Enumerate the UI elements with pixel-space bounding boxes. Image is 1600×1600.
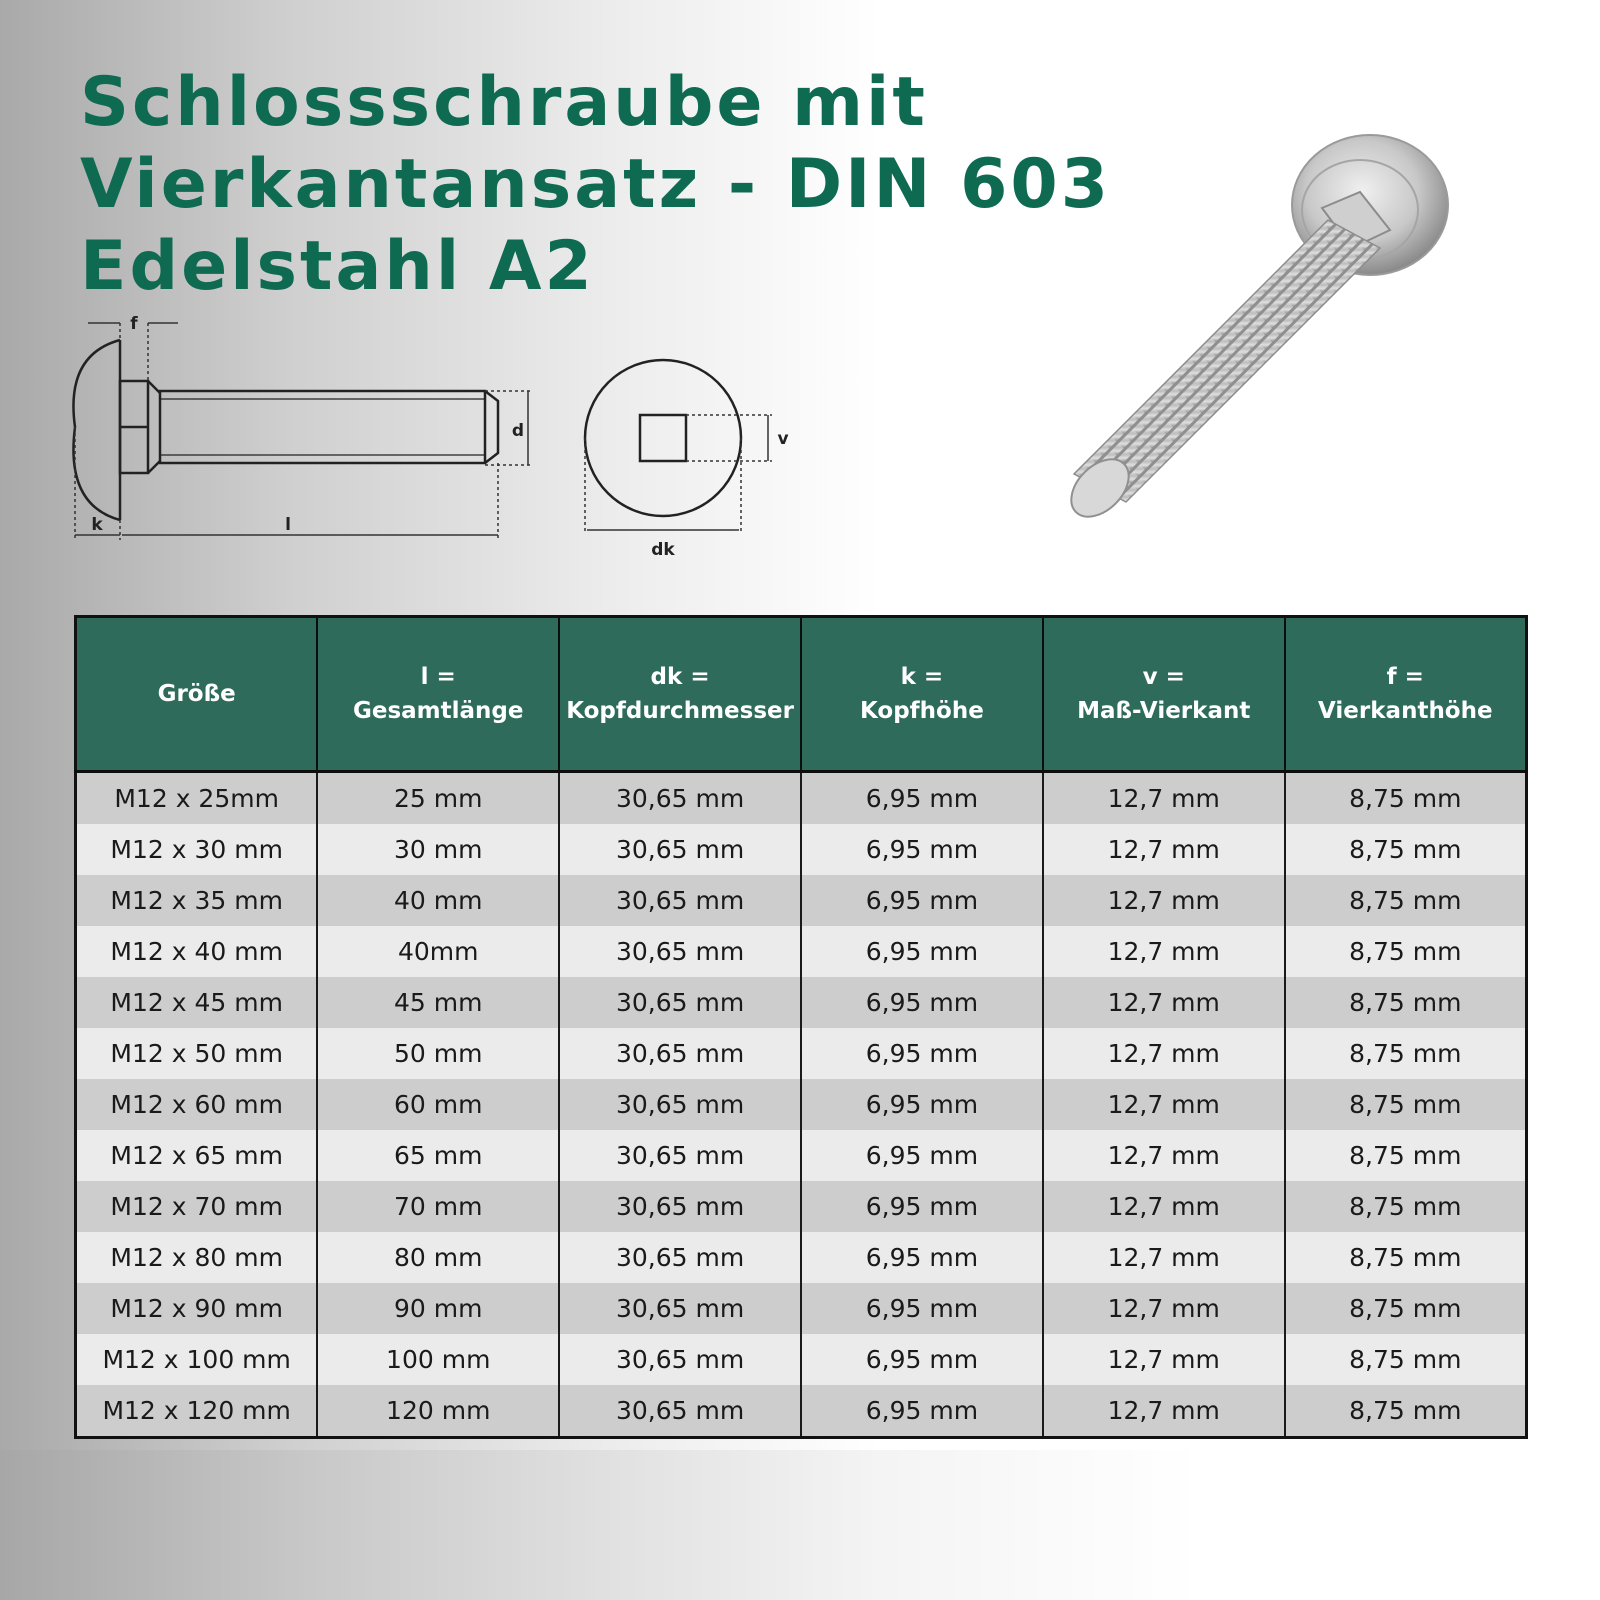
table-cell: 65 mm — [317, 1130, 559, 1181]
table-cell: 6,95 mm — [801, 926, 1043, 977]
table-cell: 8,75 mm — [1285, 1079, 1527, 1130]
table-cell: 50 mm — [317, 1028, 559, 1079]
dim-label-d: d — [511, 421, 525, 441]
header-head-height: k = Kopfhöhe — [801, 617, 1043, 772]
table-cell: 12,7 mm — [1043, 1232, 1285, 1283]
table-cell: 12,7 mm — [1043, 1334, 1285, 1385]
table-cell: 40mm — [317, 926, 559, 977]
table-cell: M12 x 90 mm — [76, 1283, 318, 1334]
table-cell: 30,65 mm — [559, 1130, 801, 1181]
table-row — [76, 875, 1527, 926]
title-line-2: Vierkantansatz - DIN 603 — [80, 145, 1112, 224]
header-square-height: f = Vierkanthöhe — [1285, 617, 1527, 772]
table-cell: M12 x 100 mm — [76, 1334, 318, 1385]
table-cell: 8,75 mm — [1285, 824, 1527, 875]
table-cell: 12,7 mm — [1043, 1181, 1285, 1232]
table-cell: 8,75 mm — [1285, 1385, 1527, 1438]
table-cell: 30 mm — [317, 824, 559, 875]
table-cell: 30,65 mm — [559, 1232, 801, 1283]
table-cell: 6,95 mm — [801, 1028, 1043, 1079]
table-cell: 30,65 mm — [559, 1385, 801, 1438]
table-cell: 30,65 mm — [559, 875, 801, 926]
table-cell: 40 mm — [317, 875, 559, 926]
dim-label-k: k — [91, 515, 103, 535]
table-row — [76, 1385, 1527, 1438]
table-cell: 12,7 mm — [1043, 977, 1285, 1028]
table-row — [76, 1079, 1527, 1130]
table-cell: 70 mm — [317, 1181, 559, 1232]
table-cell: 12,7 mm — [1043, 824, 1285, 875]
table-cell: 30,65 mm — [559, 1334, 801, 1385]
table-cell: 6,95 mm — [801, 875, 1043, 926]
table-cell: M12 x 70 mm — [76, 1181, 318, 1232]
table-row — [76, 1232, 1527, 1283]
table-cell: 30,65 mm — [559, 1079, 801, 1130]
title-line-3: Edelstahl A2 — [80, 227, 595, 306]
table-cell: 25 mm — [317, 772, 559, 825]
page-title — [80, 62, 1111, 308]
table-row — [76, 1181, 1527, 1232]
table-cell: 12,7 mm — [1043, 1385, 1285, 1438]
table-cell: 60 mm — [317, 1079, 559, 1130]
table-row — [76, 824, 1527, 875]
table-cell: 12,7 mm — [1043, 772, 1285, 825]
dim-label-f: f — [130, 315, 138, 334]
table-cell: 30,65 mm — [559, 926, 801, 977]
table-cell: 8,75 mm — [1285, 977, 1527, 1028]
table-cell: 90 mm — [317, 1283, 559, 1334]
table-row — [76, 1283, 1527, 1334]
table-cell: 6,95 mm — [801, 824, 1043, 875]
table-cell: M12 x 45 mm — [76, 977, 318, 1028]
table-cell: 6,95 mm — [801, 1130, 1043, 1181]
table-row — [76, 1130, 1527, 1181]
header-size: Größe — [76, 617, 318, 772]
table-cell: 8,75 mm — [1285, 1334, 1527, 1385]
table-row — [76, 1334, 1527, 1385]
background-bottom-band — [0, 1450, 1600, 1600]
table-cell: 6,95 mm — [801, 1232, 1043, 1283]
title-line-1: Schlossschraube mit — [80, 63, 928, 142]
table-cell: 30,65 mm — [559, 1283, 801, 1334]
table-cell: 12,7 mm — [1043, 926, 1285, 977]
table-cell: 8,75 mm — [1285, 875, 1527, 926]
header-head-diameter: dk = Kopfdurchmesser — [559, 617, 801, 772]
table-cell: M12 x 50 mm — [76, 1028, 318, 1079]
table-cell: 30,65 mm — [559, 772, 801, 825]
table-cell: 6,95 mm — [801, 1181, 1043, 1232]
table-cell: M12 x 30 mm — [76, 824, 318, 875]
carriage-bolt-image — [1060, 130, 1480, 530]
table-cell: 100 mm — [317, 1334, 559, 1385]
table-cell: 12,7 mm — [1043, 1079, 1285, 1130]
table-cell: M12 x 80 mm — [76, 1232, 318, 1283]
table-cell: M12 x 25mm — [76, 772, 318, 825]
table-cell: 6,95 mm — [801, 772, 1043, 825]
spec-table — [74, 615, 1528, 1439]
table-row — [76, 977, 1527, 1028]
table-cell: 30,65 mm — [559, 1181, 801, 1232]
table-cell: 6,95 mm — [801, 1334, 1043, 1385]
table-cell: 6,95 mm — [801, 1079, 1043, 1130]
table-cell: 80 mm — [317, 1232, 559, 1283]
table-header-row — [76, 617, 1527, 772]
dim-label-l: l — [285, 515, 291, 535]
table-cell: M12 x 65 mm — [76, 1130, 318, 1181]
table-cell: 8,75 mm — [1285, 1283, 1527, 1334]
table-cell: 8,75 mm — [1285, 1028, 1527, 1079]
header-length: l = Gesamtlänge — [317, 617, 559, 772]
table-cell: 8,75 mm — [1285, 926, 1527, 977]
table-cell: 12,7 mm — [1043, 1130, 1285, 1181]
table-cell: 6,95 mm — [801, 1385, 1043, 1438]
table-row — [76, 926, 1527, 977]
table-cell: 6,95 mm — [801, 977, 1043, 1028]
table-cell: 12,7 mm — [1043, 1283, 1285, 1334]
table-row — [76, 1028, 1527, 1079]
table-cell: 8,75 mm — [1285, 1181, 1527, 1232]
table-row — [76, 772, 1527, 825]
table-cell: 8,75 mm — [1285, 1130, 1527, 1181]
table-cell: 30,65 mm — [559, 824, 801, 875]
table-cell: M12 x 120 mm — [76, 1385, 318, 1438]
dim-label-dk: dk — [651, 540, 675, 560]
table-cell: 12,7 mm — [1043, 1028, 1285, 1079]
table-cell: M12 x 40 mm — [76, 926, 318, 977]
table-cell: 45 mm — [317, 977, 559, 1028]
table-cell: 8,75 mm — [1285, 1232, 1527, 1283]
technical-drawing — [60, 315, 820, 575]
table-cell: 8,75 mm — [1285, 772, 1527, 825]
table-cell: 12,7 mm — [1043, 875, 1285, 926]
table-cell: 120 mm — [317, 1385, 559, 1438]
table-cell: M12 x 60 mm — [76, 1079, 318, 1130]
dim-label-v: v — [777, 429, 789, 449]
table-cell: M12 x 35 mm — [76, 875, 318, 926]
table-cell: 30,65 mm — [559, 977, 801, 1028]
table-cell: 6,95 mm — [801, 1283, 1043, 1334]
table-cell: 30,65 mm — [559, 1028, 801, 1079]
header-square-size: v = Maß-Vierkant — [1043, 617, 1285, 772]
